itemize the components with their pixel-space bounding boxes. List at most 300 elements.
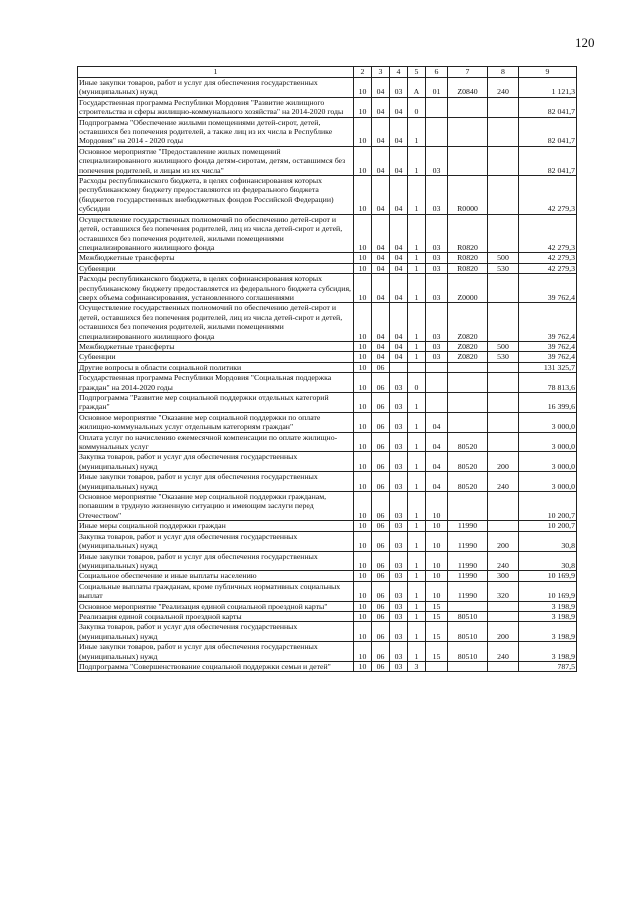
direction-cell	[448, 661, 488, 671]
table-row	[78, 146, 577, 175]
direction-cell: Z0820	[448, 341, 488, 351]
expense-type-cell: 240	[488, 642, 519, 662]
direction-cell	[448, 97, 488, 117]
activity-cell: 03	[426, 146, 448, 175]
activity-cell	[426, 661, 448, 671]
program-cell: 04	[390, 253, 408, 263]
direction-cell: R0820	[448, 214, 488, 253]
subprogram-cell: 1	[408, 341, 426, 351]
expense-type-cell: 300	[488, 571, 519, 581]
amount-cell: 82 041,7	[519, 97, 577, 117]
table-row	[78, 622, 577, 642]
item-name-cell: Закупка товаров, работ и услуг для обеспечения государственных (муниципальных) нужд	[78, 531, 354, 551]
expense-type-cell	[488, 97, 519, 117]
section-cell: 10	[354, 352, 372, 362]
direction-cell: Z0820	[448, 352, 488, 362]
section-cell: 10	[354, 214, 372, 253]
subsection-cell: 06	[372, 373, 390, 393]
direction-cell: 11990	[448, 521, 488, 531]
direction-cell	[448, 492, 488, 521]
expense-type-cell	[488, 521, 519, 531]
item-name-cell: Государственная программа Республики Мордовия "Развитие жилищного строительства и сферы жилищно-коммунального хозяйства" на 2014-2020 годы	[78, 97, 354, 117]
expense-type-cell: 530	[488, 263, 519, 273]
section-cell: 10	[354, 341, 372, 351]
activity-cell: 03	[426, 274, 448, 303]
direction-cell	[448, 117, 488, 146]
subprogram-cell: 1	[408, 551, 426, 571]
subsection-cell: 06	[372, 601, 390, 611]
section-cell: 10	[354, 521, 372, 531]
subsection-cell: 04	[372, 341, 390, 351]
program-cell: 03	[390, 601, 408, 611]
direction-cell: 11990	[448, 531, 488, 551]
header-cell-8: 8	[488, 67, 519, 78]
expense-type-cell	[488, 611, 519, 621]
expense-type-cell: 500	[488, 253, 519, 263]
section-cell: 10	[354, 362, 372, 372]
direction-cell: 11990	[448, 581, 488, 601]
amount-cell: 3 198,9	[519, 611, 577, 621]
section-cell: 10	[354, 472, 372, 492]
activity-cell: 04	[426, 432, 448, 452]
table-row	[78, 117, 577, 146]
table-row	[78, 601, 577, 611]
subsection-cell: 04	[372, 303, 390, 342]
subsection-cell: 06	[372, 452, 390, 472]
direction-cell: 80510	[448, 642, 488, 662]
subsection-cell: 04	[372, 117, 390, 146]
subprogram-cell: 0	[408, 97, 426, 117]
program-cell: 04	[390, 341, 408, 351]
expense-type-cell	[488, 117, 519, 146]
subsection-cell: 06	[372, 412, 390, 432]
header-cell-7: 7	[448, 67, 488, 78]
direction-cell: 80520	[448, 472, 488, 492]
subprogram-cell: 1	[408, 146, 426, 175]
table-row	[78, 78, 577, 98]
expense-type-cell: 320	[488, 581, 519, 601]
section-cell: 10	[354, 176, 372, 215]
activity-cell: 10	[426, 581, 448, 601]
activity-cell: 03	[426, 176, 448, 215]
subsection-cell: 04	[372, 176, 390, 215]
table-row	[78, 661, 577, 671]
table-row	[78, 472, 577, 492]
expense-type-cell: 240	[488, 551, 519, 571]
direction-cell	[448, 412, 488, 432]
activity-cell: 15	[426, 601, 448, 611]
activity-cell: 10	[426, 521, 448, 531]
amount-cell: 39 762,4	[519, 352, 577, 362]
subprogram-cell: 1	[408, 253, 426, 263]
program-cell: 03	[390, 472, 408, 492]
amount-cell: 39 762,4	[519, 303, 577, 342]
expense-type-cell: 200	[488, 531, 519, 551]
expense-type-cell	[488, 393, 519, 413]
program-cell: 04	[390, 352, 408, 362]
section-cell: 10	[354, 432, 372, 452]
table-row	[78, 642, 577, 662]
amount-cell: 39 762,4	[519, 274, 577, 303]
subprogram-cell: 1	[408, 303, 426, 342]
activity-cell: 03	[426, 352, 448, 362]
section-cell: 10	[354, 263, 372, 273]
direction-cell	[448, 393, 488, 413]
subsection-cell: 04	[372, 253, 390, 263]
subsection-cell: 04	[372, 78, 390, 98]
program-cell: 03	[390, 373, 408, 393]
item-name-cell: Иные меры социальной поддержки граждан	[78, 521, 354, 531]
subsection-cell: 06	[372, 581, 390, 601]
subprogram-cell: 1	[408, 642, 426, 662]
table-body	[78, 67, 577, 672]
direction-cell: Z0820	[448, 303, 488, 342]
item-name-cell: Социальное обеспечение и иные выплаты населению	[78, 571, 354, 581]
item-name-cell: Иные закупки товаров, работ и услуг для обеспечения государственных (муниципальных) нужд	[78, 642, 354, 662]
direction-cell: R0820	[448, 263, 488, 273]
subsection-cell: 06	[372, 531, 390, 551]
table-row	[78, 412, 577, 432]
table-row	[78, 253, 577, 263]
item-name-cell: Межбюджетные трансферты	[78, 341, 354, 351]
direction-cell: 80520	[448, 432, 488, 452]
header-cell-1: 1	[78, 67, 354, 78]
expense-type-cell	[488, 176, 519, 215]
activity-cell: 04	[426, 412, 448, 432]
subprogram-cell: 1	[408, 432, 426, 452]
section-cell: 10	[354, 601, 372, 611]
header-cell-6: 6	[426, 67, 448, 78]
subprogram-cell: 1	[408, 452, 426, 472]
subsection-cell: 06	[372, 492, 390, 521]
subsection-cell: 06	[372, 472, 390, 492]
header-cell-5: 5	[408, 67, 426, 78]
table-row	[78, 611, 577, 621]
subsection-cell: 04	[372, 146, 390, 175]
program-cell: 04	[390, 146, 408, 175]
program-cell: 04	[390, 303, 408, 342]
expense-type-cell: 240	[488, 472, 519, 492]
activity-cell	[426, 97, 448, 117]
subsection-cell: 06	[372, 393, 390, 413]
header-cell-9: 9	[519, 67, 577, 78]
activity-cell: 10	[426, 492, 448, 521]
item-name-cell: Подпрограмма "Развитие мер социальной поддержки отдельных категорий граждан"	[78, 393, 354, 413]
direction-cell: Z0000	[448, 274, 488, 303]
item-name-cell: Основное мероприятие "Оказание мер социальной поддержки гражданам, попавшим в трудную жизненную ситуацию и имеющим заслуги перед Отечеством"	[78, 492, 354, 521]
direction-cell: 80510	[448, 622, 488, 642]
section-cell: 10	[354, 661, 372, 671]
expense-type-cell: 200	[488, 452, 519, 472]
amount-cell: 3 198,9	[519, 601, 577, 611]
item-name-cell: Расходы республиканского бюджета, в целях софинансирования которых республиканскому бюджету предоставляется из федерального бюджета субсидия, сверх объема софинансирования, установленного соглашениями	[78, 274, 354, 303]
program-cell: 03	[390, 661, 408, 671]
amount-cell: 10 200,7	[519, 492, 577, 521]
expense-type-cell	[488, 214, 519, 253]
item-name-cell: Субвенции	[78, 263, 354, 273]
activity-cell: 01	[426, 78, 448, 98]
subsection-cell: 06	[372, 661, 390, 671]
header-cell-3: 3	[372, 67, 390, 78]
budget-table	[77, 66, 577, 672]
item-name-cell: Подпрограмма "Обеспечение жилыми помещениями детей-сирот, детей, оставшихся без попечения родителей, а также лиц из их числа в Республике Мордовия" на 2014 - 2020 годы	[78, 117, 354, 146]
expense-type-cell: 500	[488, 341, 519, 351]
activity-cell	[426, 393, 448, 413]
program-cell: 03	[390, 571, 408, 581]
subprogram-cell: 1	[408, 521, 426, 531]
subprogram-cell	[408, 362, 426, 372]
amount-cell: 16 399,6	[519, 393, 577, 413]
subprogram-cell: 1	[408, 263, 426, 273]
table-row	[78, 303, 577, 342]
section-cell: 10	[354, 642, 372, 662]
program-cell: 03	[390, 412, 408, 432]
section-cell: 10	[354, 253, 372, 263]
amount-cell: 10 169,9	[519, 581, 577, 601]
table-row	[78, 432, 577, 452]
subsection-cell: 06	[372, 611, 390, 621]
item-name-cell: Реализация единой социальной проездной карты	[78, 611, 354, 621]
subprogram-cell: 1	[408, 412, 426, 432]
subsection-cell: 04	[372, 263, 390, 273]
subprogram-cell: 1	[408, 622, 426, 642]
table-row	[78, 393, 577, 413]
direction-cell: 11990	[448, 571, 488, 581]
item-name-cell: Закупка товаров, работ и услуг для обеспечения государственных (муниципальных) нужд	[78, 622, 354, 642]
table-row	[78, 452, 577, 472]
program-cell: 03	[390, 452, 408, 472]
subsection-cell: 04	[372, 97, 390, 117]
direction-cell: R0000	[448, 176, 488, 215]
section-cell: 10	[354, 581, 372, 601]
activity-cell: 15	[426, 642, 448, 662]
item-name-cell: Социальные выплаты гражданам, кроме публичных нормативных социальных выплат	[78, 581, 354, 601]
subprogram-cell: А	[408, 78, 426, 98]
subsection-cell: 06	[372, 521, 390, 531]
direction-cell: 80510	[448, 611, 488, 621]
program-cell: 03	[390, 521, 408, 531]
activity-cell: 03	[426, 214, 448, 253]
subprogram-cell: 1	[408, 274, 426, 303]
table-row	[78, 352, 577, 362]
program-cell: 03	[390, 551, 408, 571]
section-cell: 10	[354, 412, 372, 432]
expense-type-cell	[488, 661, 519, 671]
program-cell: 03	[390, 642, 408, 662]
header-cell-2: 2	[354, 67, 372, 78]
table-row	[78, 551, 577, 571]
subsection-cell: 04	[372, 214, 390, 253]
program-cell	[390, 362, 408, 372]
table-row	[78, 341, 577, 351]
subprogram-cell: 1	[408, 531, 426, 551]
amount-cell: 82 041,7	[519, 117, 577, 146]
program-cell: 03	[390, 611, 408, 621]
subprogram-cell: 1	[408, 611, 426, 621]
item-name-cell: Основное мероприятие "Предоставление жилых помещений специализированного жилищного фонда детям-сиротам, детям, оставшимся без попечения родителей, и лицам из их числа"	[78, 146, 354, 175]
table-row	[78, 274, 577, 303]
expense-type-cell: 200	[488, 622, 519, 642]
table-row	[78, 521, 577, 531]
amount-cell: 10 200,7	[519, 521, 577, 531]
table-row	[78, 362, 577, 372]
program-cell: 03	[390, 393, 408, 413]
activity-cell: 04	[426, 472, 448, 492]
subprogram-cell: 1	[408, 472, 426, 492]
subprogram-cell: 1	[408, 581, 426, 601]
expense-type-cell	[488, 492, 519, 521]
subsection-cell: 04	[372, 352, 390, 362]
subsection-cell: 06	[372, 571, 390, 581]
item-name-cell: Государственная программа Республики Мордовия "Социальная поддержка граждан" на 2014-2020 годы	[78, 373, 354, 393]
program-cell: 04	[390, 97, 408, 117]
table-header-row	[78, 67, 577, 78]
expense-type-cell: 530	[488, 352, 519, 362]
direction-cell	[448, 146, 488, 175]
subsection-cell: 06	[372, 432, 390, 452]
direction-cell: R0820	[448, 253, 488, 263]
expense-type-cell: 240	[488, 78, 519, 98]
expense-type-cell	[488, 412, 519, 432]
expense-type-cell	[488, 601, 519, 611]
section-cell: 10	[354, 531, 372, 551]
expense-type-cell	[488, 432, 519, 452]
section-cell: 10	[354, 274, 372, 303]
item-name-cell: Осуществление государственных полномочий по обеспечению детей-сирот и детей, оставшихся без попечения родителей, лиц из числа детей-сирот и детей, оставшихся без попечения родителей, жилыми помещениями специализированного жилищного фонда	[78, 214, 354, 253]
program-cell: 03	[390, 78, 408, 98]
subprogram-cell: 1	[408, 117, 426, 146]
program-cell: 03	[390, 492, 408, 521]
amount-cell: 3 198,9	[519, 642, 577, 662]
amount-cell: 78 813,6	[519, 373, 577, 393]
activity-cell: 03	[426, 253, 448, 263]
section-cell: 10	[354, 452, 372, 472]
program-cell: 03	[390, 581, 408, 601]
subprogram-cell: 1	[408, 214, 426, 253]
activity-cell: 03	[426, 303, 448, 342]
amount-cell: 82 041,7	[519, 146, 577, 175]
activity-cell: 03	[426, 263, 448, 273]
amount-cell: 1 121,3	[519, 78, 577, 98]
table-row	[78, 97, 577, 117]
item-name-cell: Субвенции	[78, 352, 354, 362]
subprogram-cell: 3	[408, 661, 426, 671]
item-name-cell: Основное мероприятие "Оказание мер социальной поддержки по оплате жилищно-коммунальных услуг отдельным категориям граждан"	[78, 412, 354, 432]
direction-cell: 11990	[448, 551, 488, 571]
amount-cell: 3 198,9	[519, 622, 577, 642]
item-name-cell: Другие вопросы в области социальной политики	[78, 362, 354, 372]
section-cell: 10	[354, 146, 372, 175]
amount-cell: 39 762,4	[519, 341, 577, 351]
section-cell: 10	[354, 571, 372, 581]
activity-cell: 15	[426, 622, 448, 642]
amount-cell: 42 279,3	[519, 176, 577, 215]
section-cell: 10	[354, 393, 372, 413]
item-name-cell: Основное мероприятие "Реализация единой социальной проездной карты"	[78, 601, 354, 611]
subsection-cell: 06	[372, 551, 390, 571]
amount-cell: 787,5	[519, 661, 577, 671]
table-row	[78, 492, 577, 521]
subsection-cell: 04	[372, 274, 390, 303]
table-row	[78, 571, 577, 581]
expense-type-cell	[488, 274, 519, 303]
activity-cell: 15	[426, 611, 448, 621]
table-row	[78, 263, 577, 273]
expense-type-cell	[488, 303, 519, 342]
program-cell: 03	[390, 531, 408, 551]
subsection-cell: 06	[372, 362, 390, 372]
activity-cell: 10	[426, 531, 448, 551]
program-cell: 04	[390, 214, 408, 253]
item-name-cell: Межбюджетные трансферты	[78, 253, 354, 263]
program-cell: 04	[390, 263, 408, 273]
activity-cell: 03	[426, 341, 448, 351]
amount-cell: 3 000,0	[519, 452, 577, 472]
amount-cell: 42 279,3	[519, 263, 577, 273]
item-name-cell: Расходы республиканского бюджета, в целях софинансирования которых республиканскому бюджету предоставляются из федерального бюджета (бюджетов государственных внебюджетных фондов Российской Федерации) субсидии	[78, 176, 354, 215]
subprogram-cell: 1	[408, 601, 426, 611]
item-name-cell: Осуществление государственных полномочий по обеспечению детей-сирот и детей, оставшихся без попечения родителей, лиц из числа детей-сирот и детей, оставшихся без попечения родителей, жилыми помещениями специализированного жилищного фонда	[78, 303, 354, 342]
item-name-cell: Иные закупки товаров, работ и услуг для обеспечения государственных (муниципальных) нужд	[78, 78, 354, 98]
expense-type-cell	[488, 146, 519, 175]
section-cell: 10	[354, 551, 372, 571]
section-cell: 10	[354, 492, 372, 521]
table-row	[78, 373, 577, 393]
activity-cell: 10	[426, 551, 448, 571]
subprogram-cell: 1	[408, 393, 426, 413]
subprogram-cell: 0	[408, 373, 426, 393]
amount-cell: 10 169,9	[519, 571, 577, 581]
section-cell: 10	[354, 97, 372, 117]
direction-cell	[448, 362, 488, 372]
section-cell: 10	[354, 117, 372, 146]
program-cell: 04	[390, 274, 408, 303]
amount-cell: 30,8	[519, 551, 577, 571]
section-cell: 10	[354, 373, 372, 393]
subprogram-cell: 1	[408, 492, 426, 521]
amount-cell: 42 279,3	[519, 253, 577, 263]
subprogram-cell: 1	[408, 571, 426, 581]
subsection-cell: 06	[372, 642, 390, 662]
activity-cell	[426, 117, 448, 146]
expense-type-cell	[488, 362, 519, 372]
program-cell: 04	[390, 176, 408, 215]
table-row	[78, 581, 577, 601]
header-cell-4: 4	[390, 67, 408, 78]
section-cell: 10	[354, 78, 372, 98]
table-row	[78, 176, 577, 215]
amount-cell: 3 000,0	[519, 432, 577, 452]
amount-cell: 131 325,7	[519, 362, 577, 372]
amount-cell: 42 279,3	[519, 214, 577, 253]
section-cell: 10	[354, 611, 372, 621]
section-cell: 10	[354, 303, 372, 342]
activity-cell	[426, 373, 448, 393]
program-cell: 04	[390, 117, 408, 146]
table-row	[78, 214, 577, 253]
program-cell: 03	[390, 432, 408, 452]
item-name-cell: Закупка товаров, работ и услуг для обеспечения государственных (муниципальных) нужд	[78, 452, 354, 472]
section-cell: 10	[354, 622, 372, 642]
direction-cell: 80520	[448, 452, 488, 472]
subsection-cell: 06	[372, 622, 390, 642]
table-row	[78, 531, 577, 551]
item-name-cell: Иные закупки товаров, работ и услуг для обеспечения государственных (муниципальных) нужд	[78, 551, 354, 571]
subprogram-cell: 1	[408, 352, 426, 362]
program-cell: 03	[390, 622, 408, 642]
page-number: 120	[575, 35, 595, 50]
item-name-cell: Иные закупки товаров, работ и услуг для обеспечения государственных (муниципальных) нужд	[78, 472, 354, 492]
